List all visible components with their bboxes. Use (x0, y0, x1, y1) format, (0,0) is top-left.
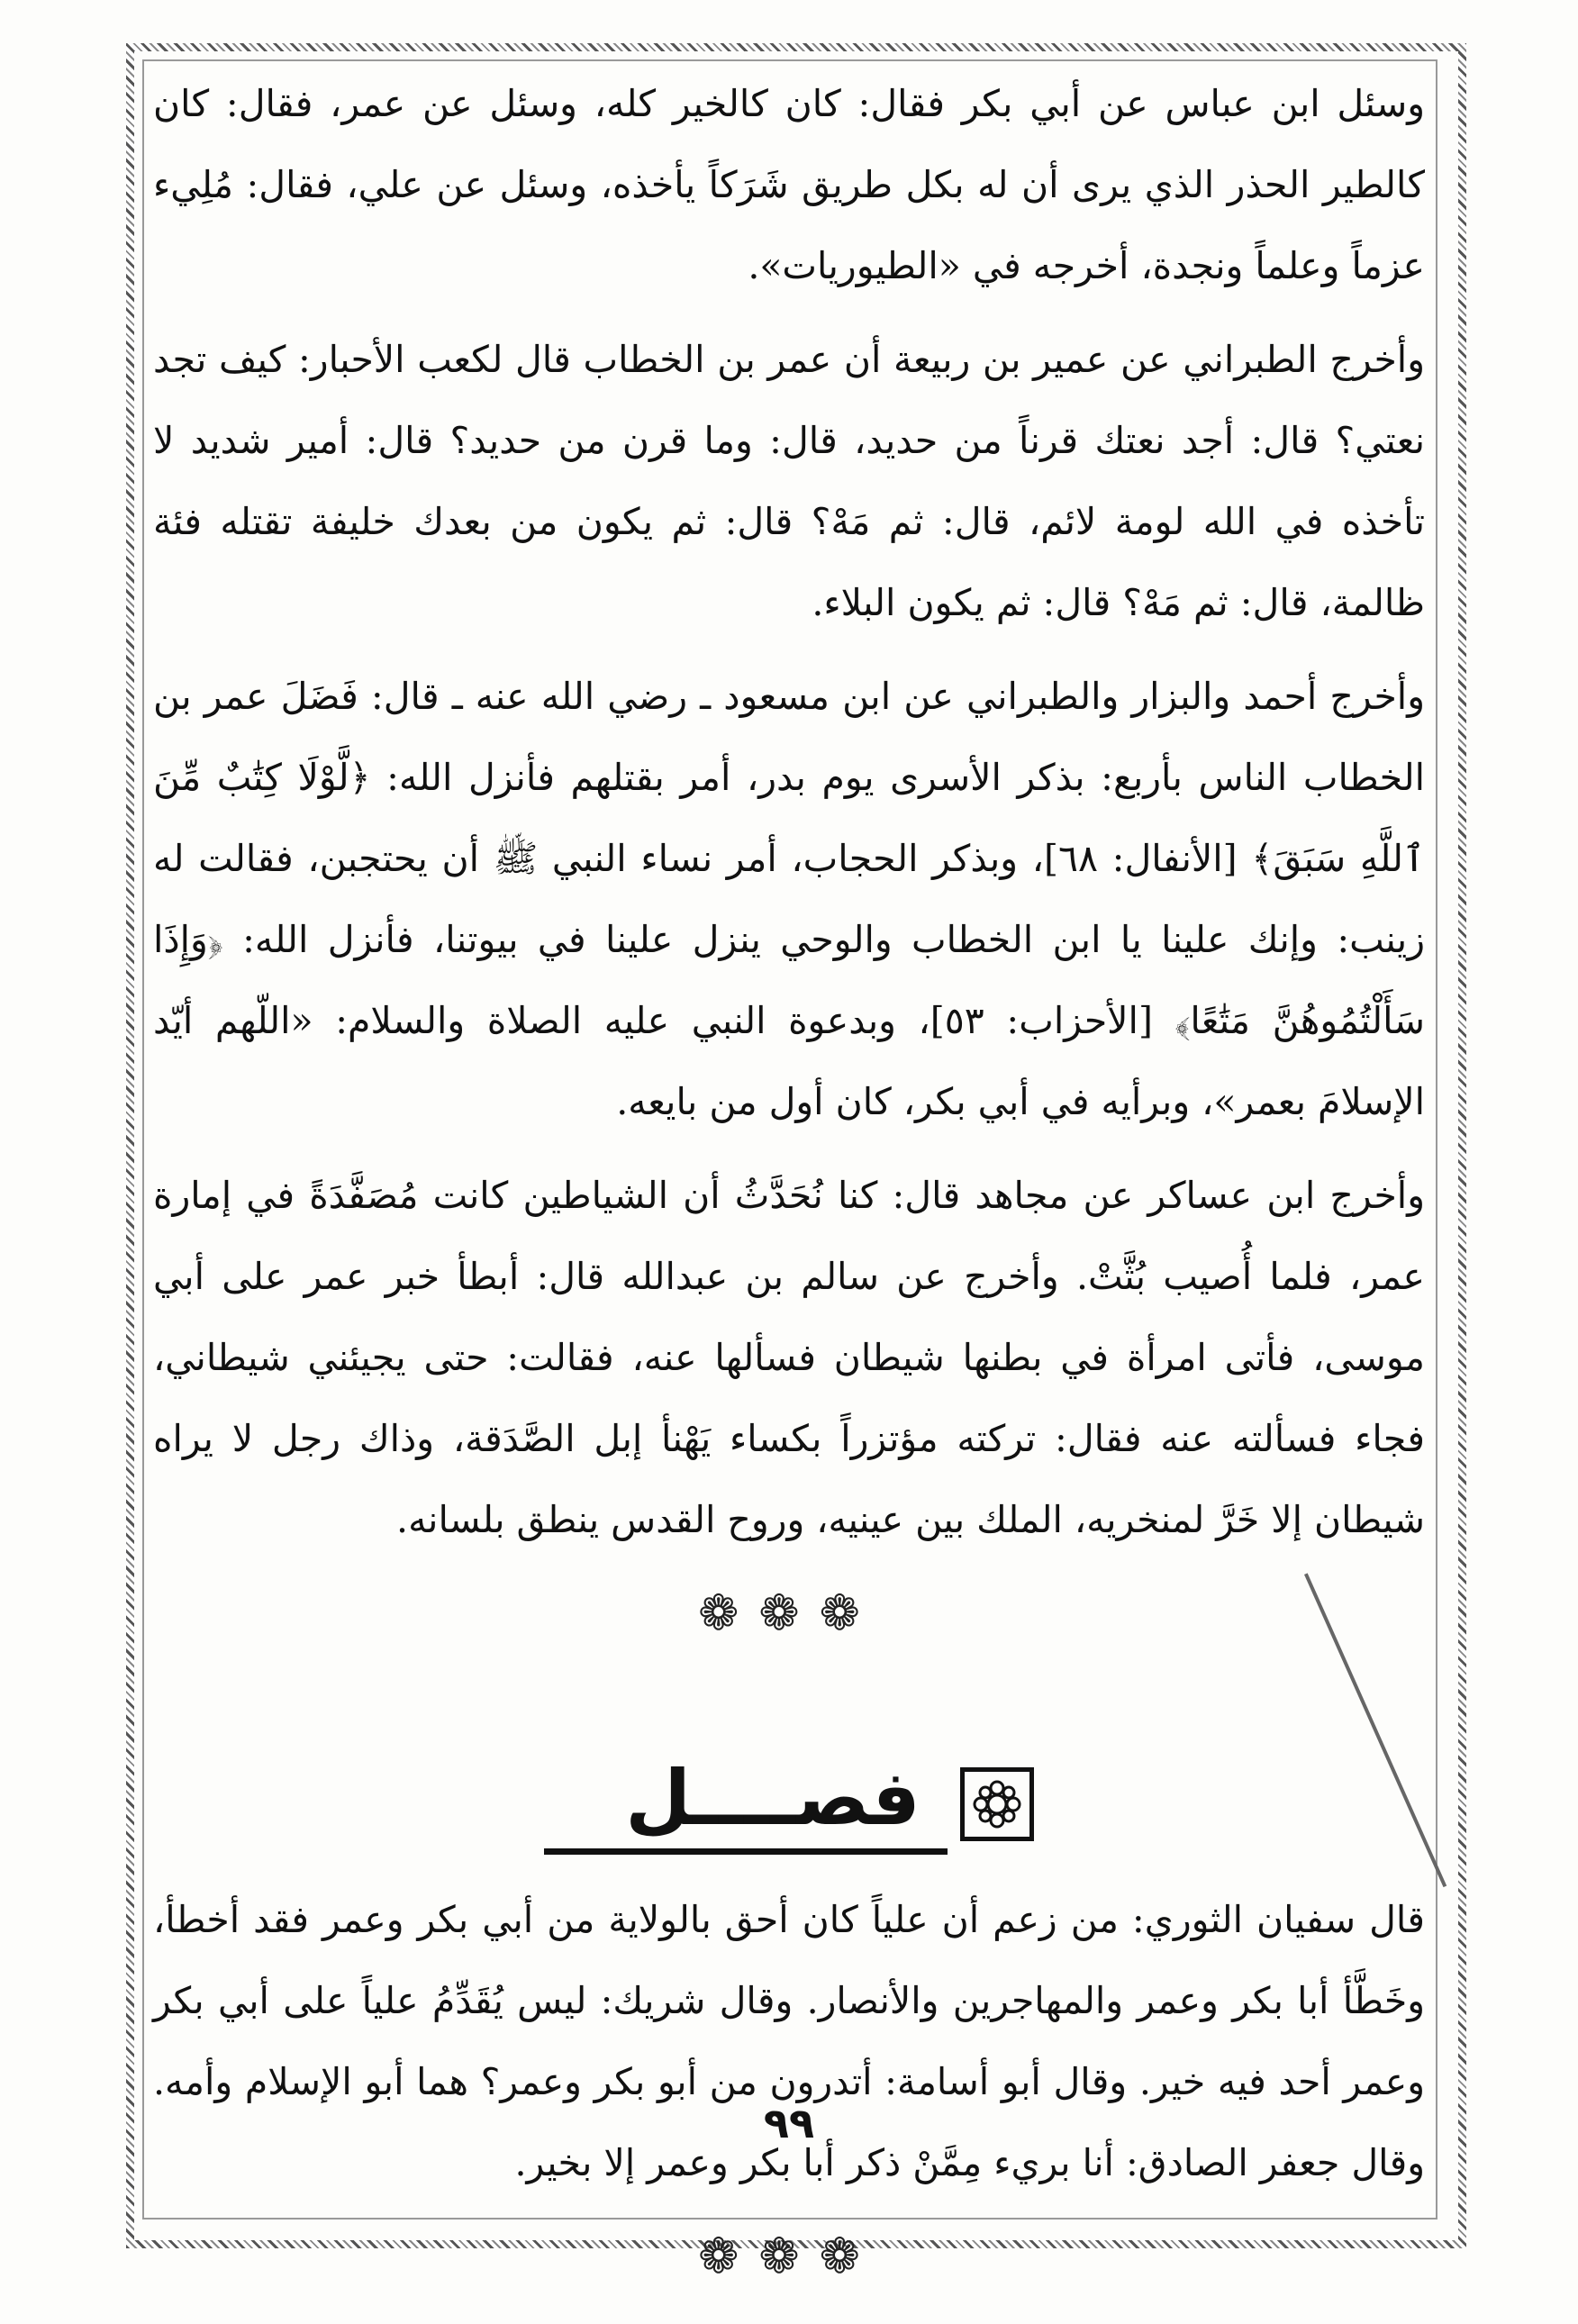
section-title: فصــــل (544, 1753, 948, 1855)
ornament-emblem-icon (960, 1767, 1034, 1841)
paragraph-ibn-asakir: وأخرج ابن عساكر عن مجاهد قال: كنا نُحَدَّثُ أن الشياطين كانت مُصَفَّدَةً في إمارة عمر، فلما أُصيب بُثَّتْ. وأخرج عن سالم بن عبدالله قال: أبطأ خبر عمر على أبي موسى، فأتى امرأة في بطنها شيطان فسألها عنه، فقالت: حتى يجيئني شيطاني، فجاء فسألته عنه فقال: تركته مؤتزراً بكساء يَهْنأ إبل الصَّدَقة، وذاك رجل لا يراه شيطان إلا خَرَّ لمنخريه، الملك بين عينيه، وروح القدس ينطق بلسانه. (153, 1174, 1425, 1541)
flower-ornament-icon: ❁❁❁ (698, 1584, 880, 1641)
page-body (153, 63, 1425, 2324)
section-heading (153, 1753, 1425, 1861)
flower-ornament-icon: ❁❁❁ (698, 2228, 880, 2284)
page-number: ٩٩ (763, 2099, 815, 2147)
paragraph-tabarani: وأخرج الطبراني عن عمير بن ربيعة أن عمر بن الخطاب قال لكعب الأحبار: كيف تجد نعتي؟ قال: أجد نعتك قرناً من حديد، قال: وما قرن من حديد؟ قال: أمير شديد لا تأخذه في الله لومة لائم، قال: ثم مَهْ؟ قال: ثم يكون من بعدك خليفة تقتله فئة ظالمة، قال: ثم مَهْ؟ قال: ثم يكون البلاء. (153, 338, 1425, 624)
paragraph-ahmad: وأخرج أحمد والبزار والطبراني عن ابن مسعود ـ رضي الله عنه ـ قال: فَضَلَ عمر بن الخطاب الناس بأربع: بذكر الأسرى يوم بدر، أمر بقتلهم فأنزل الله: ﴿لَّوْلَا كِتَٰبٌ مِّنَ ٱللَّهِ سَبَقَ﴾ [الأنفال: ٦٨]، وبذكر الحجاب، أمر نساء النبي ﷺ أن يحتجبن، فقالت له زينب: وإنك علينا يا ابن الخطاب والوحي ينزل علينا في بيوتنا، فأنزل الله: ﴿وَإِذَا سَأَلْتُمُوهُنَّ مَتَٰعًا﴾ [الأحزاب: ٥٣]، وبدعوة النبي عليه الصلاة والسلام: «اللّهم أيّد الإسلامَ بعمر»، وبرأيه في أبي بكر، كان أول من بايعه. (153, 675, 1426, 1123)
paragraph-ibn-abbas: وسئل ابن عباس عن أبي بكر فقال: كان كالخير كله، وسئل عن عمر، فقال: كان كالطير الحذر الذي يرى أن له بكل طريق شَرَكاً يأخذه، وسئل عن علي، فقال: مُلِيء عزماً وعلماً ونجدة، أخرجه في «الطيوريات». (153, 82, 1425, 287)
paragraph-sufyan: قال سفيان الثوري: من زعم أن علياً كان أحق بالولاية من أبي بكر وعمر فقد أخطأ، وخَطَّأ أبا بكر وعمر والمهاجرين والأنصار. وقال شريك: ليس يُقَدِّمُ علياً على أبي بكر وعمر أحد فيه خير. وقال أبو أسامة: أتدرون من أبو بكر وعمر؟ هما أبو الإسلام وأمه. وقال جعفر الصادق: أنا بريء مِمَّنْ ذكر أبا بكر وعمر إلا بخير. (153, 1898, 1425, 2184)
